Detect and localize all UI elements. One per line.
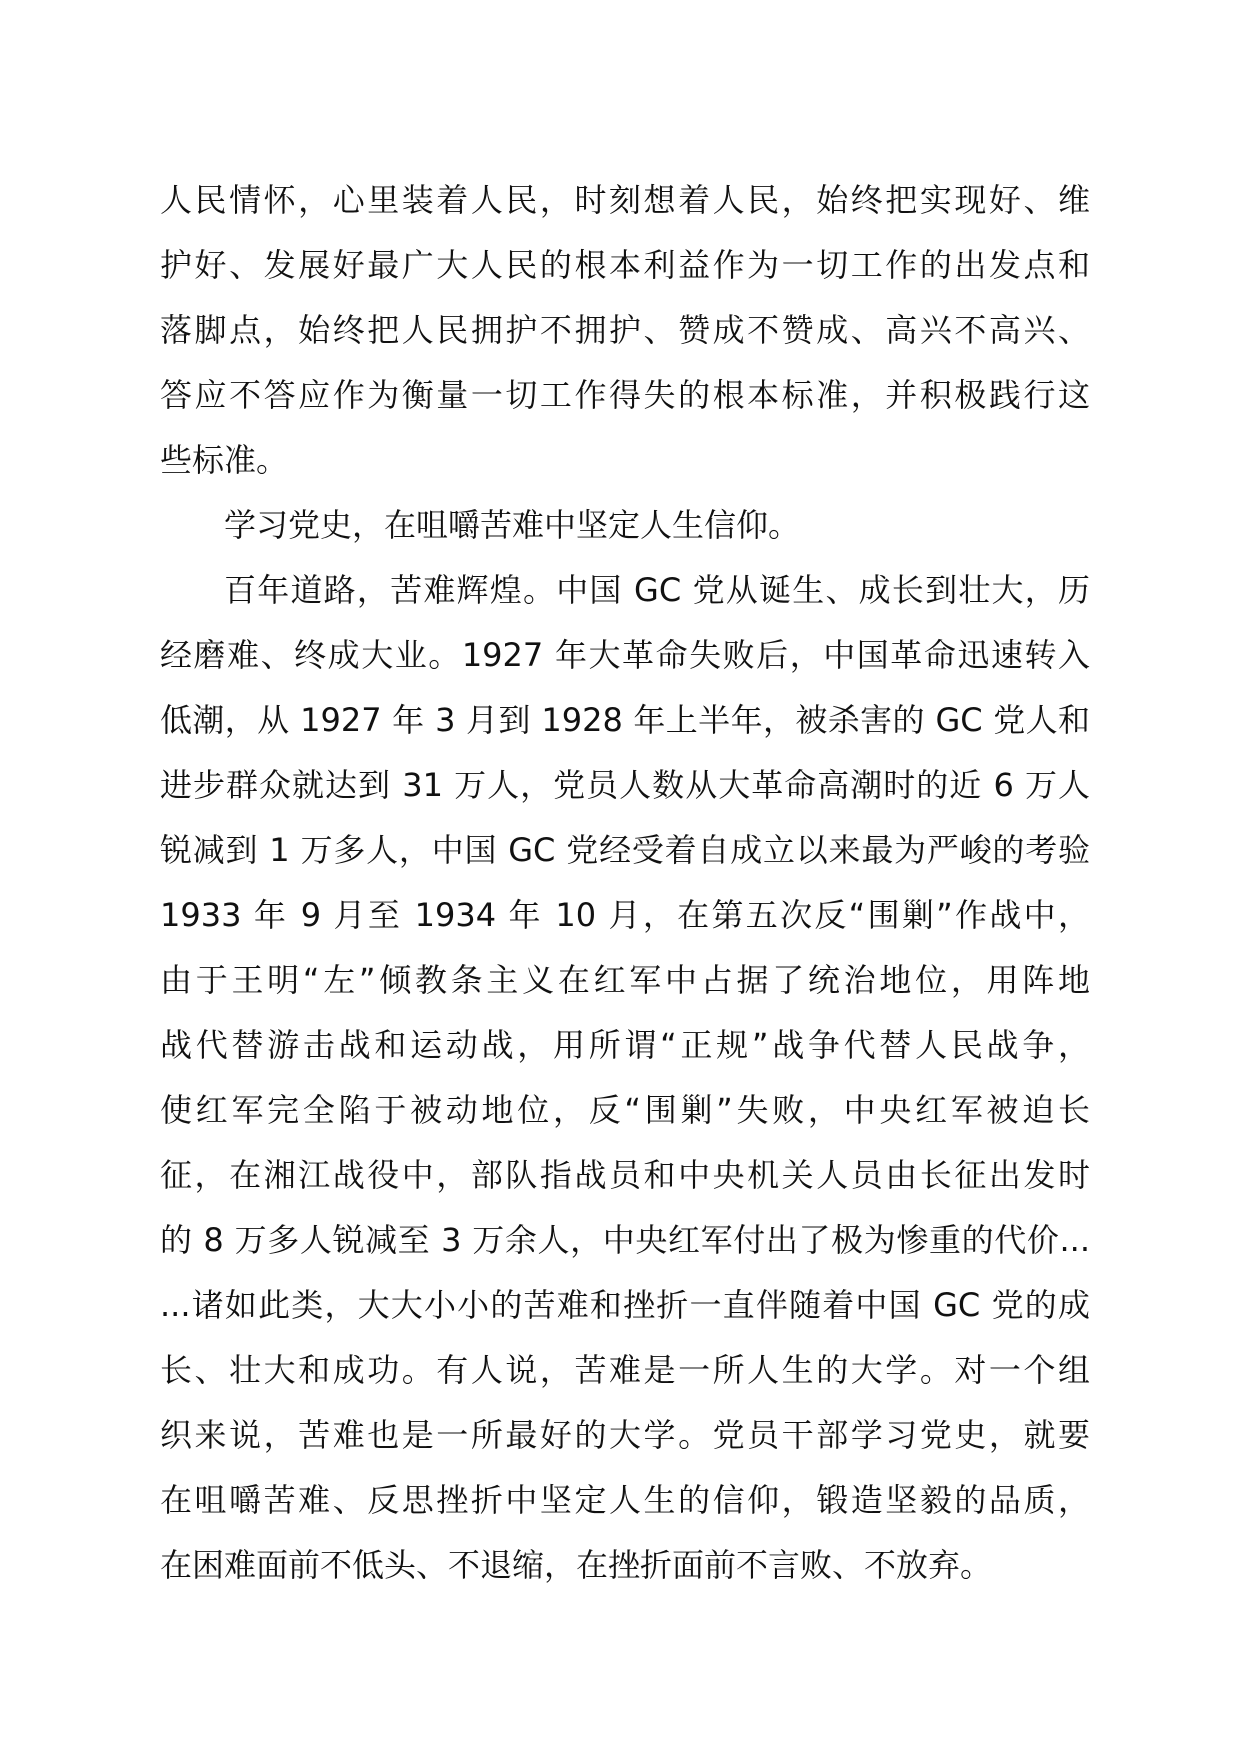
section-heading: 学习党史，在咀嚼苦难中坚定人生信仰。 bbox=[224, 506, 801, 544]
text-line: 织来说，苦难也是一所最好的大学。党员干部学习党史，就要 bbox=[160, 1416, 1090, 1454]
text-line: 长、壮大和成功。有人说，苦难是一所人生的大学。对一个组 bbox=[160, 1351, 1090, 1389]
text-line: 锐减到 1 万多人，中国 GC 党经受着自成立以来最为严峻的考验 bbox=[160, 831, 1090, 869]
text-line: ...诸如此类，大大小小的苦难和挫折一直伴随着中国 GC 党的成 bbox=[160, 1286, 1090, 1324]
document-body bbox=[160, 168, 1090, 1598]
text-line: 低潮，从 1927 年 3 月到 1928 年上半年，被杀害的 GC 党人和 bbox=[160, 701, 1090, 739]
text-line: 的 8 万多人锐减至 3 万余人，中央红军付出了极为惨重的代价... bbox=[160, 1221, 1090, 1259]
text-line: 百年道路，苦难辉煌。中国 GC 党从诞生、成长到壮大，历 bbox=[224, 571, 1090, 609]
text-line: 进步群众就达到 31 万人，党员人数从大革命高潮时的近 6 万人 bbox=[160, 766, 1090, 804]
text-line: 落脚点，始终把人民拥护不拥护、赞成不赞成、高兴不高兴、 bbox=[160, 311, 1090, 349]
text-line: 在咀嚼苦难、反思挫折中坚定人生的信仰，锻造坚毅的品质， bbox=[160, 1481, 1090, 1519]
text-line: 战代替游击战和运动战，用所谓“正规”战争代替人民战争， bbox=[160, 1026, 1090, 1064]
text-line: 1933 年 9 月至 1934 年 10 月，在第五次反“围剿”作战中， bbox=[160, 896, 1090, 934]
text-line: 答应不答应作为衡量一切工作得失的根本标准，并积极践行这 bbox=[160, 376, 1090, 414]
text-line: 使红军完全陷于被动地位，反“围剿”失败，中央红军被迫长 bbox=[160, 1091, 1090, 1129]
text-line: 人民情怀，心里装着人民，时刻想着人民，始终把实现好、维 bbox=[160, 181, 1090, 219]
text-line: 由于王明“左”倾教条主义在红军中占据了统治地位，用阵地 bbox=[160, 961, 1090, 999]
text-line: 些标准。 bbox=[160, 441, 289, 479]
text-line: 护好、发展好最广大人民的根本利益作为一切工作的出发点和 bbox=[160, 246, 1090, 284]
text-line: 经磨难、终成大业。1927 年大革命失败后，中国革命迅速转入 bbox=[160, 636, 1090, 674]
text-line: 在困难面前不低头、不退缩，在挫折面前不言败、不放弃。 bbox=[160, 1546, 993, 1584]
text-line: 征，在湘江战役中，部队指战员和中央机关人员由长征出发时 bbox=[160, 1156, 1090, 1194]
